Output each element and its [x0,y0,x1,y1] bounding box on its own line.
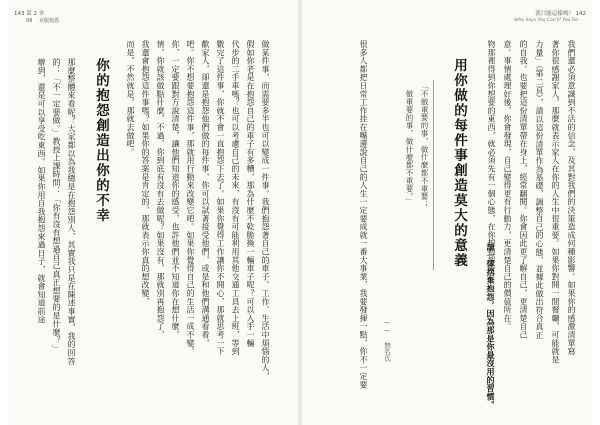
quote-line-2: 做重要的事，做什麼都不重要。」 [405,90,414,205]
quote-line-1: 「不做重要的事，做什麼都不重要； [420,82,429,209]
left-p1-col-2: 假如你老是在抱怨自己的車子有多糟，那為什麼不乾脆換一輛車子呢？可以入手一輛 [246,40,255,348]
right-p2-col-1: 很多人都把日常工作挂在嘴邊說自己的人生一定要成就一番大事業，我要發揮一點，你不一定要 [359,40,368,389]
left-p1-col-7: 你，一定要跟對方說清楚，讓他們知道你的感受，也許他們並不知道你在想什麼， [171,40,180,339]
right-p1-col-6: 物那裡得到你想要的東西，就必須先有一個心態，在你想抱怨時， [487,40,496,281]
right-p1-bold-sentence: 請一律捨棄抱怨，因為那是你最沒用的習慣。 [486,243,496,409]
right-p1-col-5: 意。事情處理好後，你會發現，自己變得更有行動力，更清楚自己的價值所在。 [503,40,512,331]
left-p1-col-6: 吧。你不想要抱怨這件事，那就用行動來改變它吧。如果你覺得自己的生活一成不變， [186,40,195,356]
right-book-title: 我只能這樣嗎？ [535,11,574,17]
quote-attribution: —— 無名氏 [383,318,391,362]
left-p2-col-3: 辦到，還是可以享受吃東西。如果你用自我抱怨來過日子，就會知道前途 [37,58,46,324]
quote-rule [433,80,434,270]
right-p1-col-2: 著你很感謝家人，那麼就表示家人在你的人生中很重要。如果你對開一間餐廳，可能就是 [551,40,560,364]
left-running-header [14,11,44,18]
left-page-number: 143 [14,11,25,17]
book-gutter [297,0,303,425]
left-p1-col-3: 代步的二手車嗎？也可以考慮自己的未來，有沒有可能利用其他交通工具去上班，等到 [231,40,240,356]
left-p1-col-9: 我還會抱怨這件事嗎？如果你的答案是肯定的，那就表示你真的想改變， [141,40,150,306]
right-page [300,0,592,425]
right-p1-col-3: 力量」（第二頁），請以這份清單作為基礎，調整自己的心態，並據此做出符合真正 [535,40,544,340]
right-p1-col-1: 我們還必須意識到不活的信念，及其對我們的決策造成何種影響。如果你的感激清單寫 [567,40,576,356]
left-chapter-label: 第 2 章 [26,11,45,17]
left-p1-col-8: 情，你就該做點什麼，不過，你到底有沒有去做呢？如果沒有，那就別再抱怨了， [156,40,165,339]
left-p2-col-2: 的：「不一定要做。」教授上課時問：「你有沒有想過自己真正想要的是什麼？」 [52,58,61,353]
left-section-heading: 你的抱怨創造出你的不幸 [93,58,109,223]
left-p1-col-4: 數完了這件事，你就不會一直抱怨下去了。如果你覺得工作讓你不開心，那就思考一下 [216,40,225,356]
right-section-heading: 用你做的每件事創造莫大的意義 [451,58,467,268]
right-book-subtitle: Who Says You Can't? You Do [514,18,578,23]
left-p1-col-1: 做某件事，而需要多半也可以變成一件事。我們抱怨著自己的車子、工作、生活中煩惱的人， [261,40,270,381]
right-p1-col-4: 的自我。也要把這份清單帶在身上，經常翻閱。你會因此更了解自己，更清楚自己 [519,40,528,339]
right-page-number: 142 [575,11,586,17]
right-running-header [535,11,586,18]
left-p2-col-1: 那麼整體來看呢？大家都以為我總是在抱怨別人，其實我只是在陳述事實，我的回答 [67,58,76,366]
left-p1-col-5: 歡家人，卻還是抱怨他們做的每件事，你可以試著接受他們，或是和他們溝通看看， [201,40,210,348]
left-p1-col-10: 而是，不然就是，那就去做吧。 [126,40,135,157]
left-subtitle: 09 克服抱怨 [26,18,59,24]
